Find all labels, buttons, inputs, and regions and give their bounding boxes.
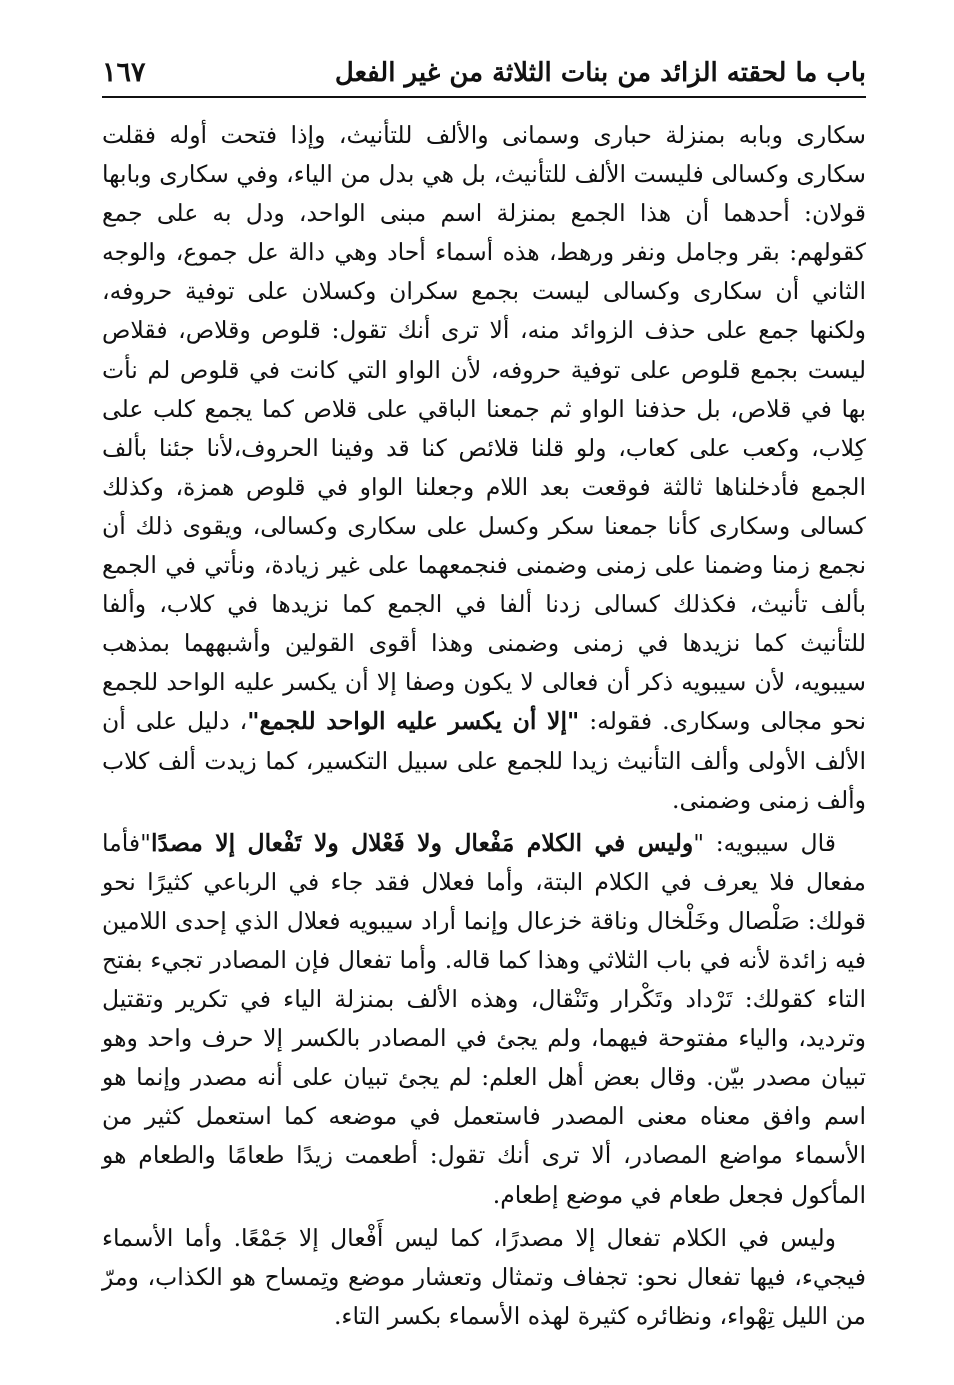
paragraph-text: قال سيبويه: " xyxy=(693,828,836,857)
paragraph-3 xyxy=(102,1219,866,1336)
body-text xyxy=(102,116,866,1336)
paragraph-text: سكارى وبابه بمنزلة حبارى وسمانى والألف للتأنيث، وإذا فتحت أوله فقلت سكارى وكسالى فليست الألف للتأنيث، بل هي بدل من الياء، وفي سكارى وبابها قولان: أحدهما أن هذا الجمع بمنزلة اسم مبنى الواحد، ودل به على جمع كقولهم: بقر وجامل ونفر ورهط، هذه أسماء أحاد وهي دالة عل جموع، والوجه الثاني أن سكارى وكسالى ليست بجمع سكران وكسلان على توفية حروفه، ولكنها جمع على حذف الزوائد منه، ألا ترى أنك تقول: قلوص وقلاص، فقلاص ليست بجمع قلوص على توفية حروفه، لأن الواو التي كانت في قلوص لم نأت بها في قلاص، بل حذفنا الواو ثم جمعنا الباقي على قلاص كما يجمع كلب على كِلاب، وكعب على كعاب، ولو قلنا قلائص كنا قد وفينا الحروف،لأنا جئنا بألف الجمع فأدخلناها ثالثة فوقعت بعد اللام وجعلنا الواو في قلوص همزة، وكذلك كسالى وسكارى كأنا جمعنا سكر وكسل على سكارى وكسالى، ويقوى ذلك أن نجمع زمنا وضمنا على زمنى وضمنى فنجمعهما على غير زيادة، ونأتي في الجمع بألف تأنيث، فكذلك كسالى زدنا ألفا في الجمع كما نزيدها في كلاب، وألفا للتأنيث كما نزيدها في زمنى وضمنى وهذا أقوى القولين وأشبههما بمذهب سيبويه، لأن سيبويه ذكر أن فعالى لا يكون وصفا إلا أن يكسر عليه الواحد للجمع نحو مجالى وسكارى. فقوله: xyxy=(102,121,866,736)
quoted-phrase: وليس في الكلام مَفْعال ولا فَعْلال ولا تَفْعال إلا مصدًا xyxy=(150,828,694,857)
quoted-phrase: "إلا أن يكسر عليه الواحد للجمع" xyxy=(247,707,580,736)
page-number: ١٦٧ xyxy=(102,57,146,88)
paragraph-text: وليس في الكلام تفعال إلا مصدرًا، كما ليس أَفْعال إلا جَمْعًا. وأما الأسماء فيجيء، فيها تفعال نحو: تجفاف وتمثال وتعشار موضع وتِمساح هو الكذاب، ومرّ من الليل تِهْواء، ونظائره كثيرة لهذه الأسماء بكسر التاء. xyxy=(102,1223,866,1330)
running-header xyxy=(102,0,866,98)
paragraph-2 xyxy=(102,824,866,1215)
paragraph-1 xyxy=(102,116,866,820)
paragraph-text: "فأما مفعال فلا يعرف في الكلام البتة، وأما فعلال فقد جاء في الرباعي كثيرًا نحو قولك: صَلْصال وخَلْخال وناقة خزعال وإنما أراد سيبويه فعلال الذي إحدى اللامين فيه زائدة لأنه في باب الثلاثي وهذا كما قاله. وأما تفعال فإن المصادر تجيء بفتح التاء كقولك: تَرْداد وتَكْرار وتَنْقال، وهذه الألف بمنزلة الياء في تكرير وتقتيل وترديد، والياء مفتوحة فيهما، ولم يجئ في المصادر بالكسر إلا حرف واحد وهو تبيان مصدر بيّن. وقال بعض أهل العلم: لم يجئ تبيان على أنه مصدر وإنما هو اسم وافق معناه معنى المصدر فاستعمل في موضعه كما استعمل كثير من الأسماء مواضع المصادر، ألا ترى أنك تقول: أطعمت زيدًا طعامًا والطعام هو المأكول فجعل طعام في موضع إطعام. xyxy=(102,828,866,1209)
chapter-title: باب ما لحقته الزائد من بنات الثلاثة من غير الفعل xyxy=(334,58,866,88)
paragraph-text: ، دليل على أن الألف الأولى وألف التأنيث زيدا للجمع على سبيل التكسير، كما زيدت ألف كلاب وألف زمنى وضمنى. xyxy=(102,707,866,814)
